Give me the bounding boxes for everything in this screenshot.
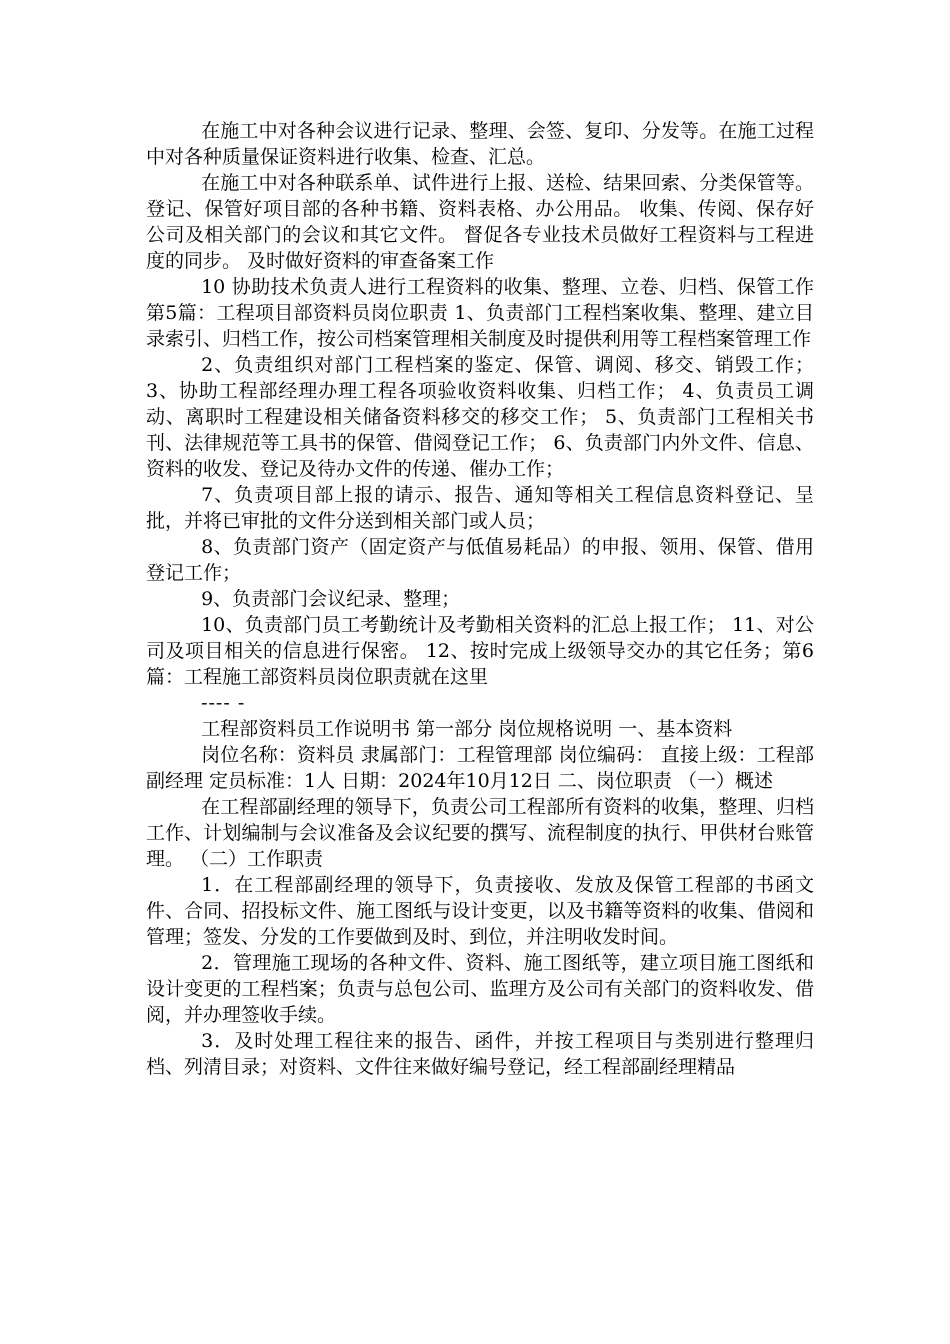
paragraph: 在工程部副经理的领导下，负责公司工程部所有资料的收集，整理、归档工作、计划编制与会议准备及会议纪要的撰写、流程制度的执行、甲供材台账管理。 （二）工作职责 (146, 796, 814, 870)
paragraph: 9、负责部门会议纪录、整理； (201, 588, 461, 610)
paragraph: 岗位名称：资料员 隶属部门：工程管理部 岗位编码： 直接上级：工程部副经理 定员标准：1人 日期：2024年10月12日 二、岗位职责 （一）概述 (146, 744, 814, 792)
paragraph: 10 协助技术负责人进行工程资料的收集、整理、立卷、归档、保管工作第5篇：工程项目部资料员岗位职责 1、负责部门工程档案收集、整理、建立目录索引、归档工作，按公司档案管理相关制度及时提供利用等工程档案管理工作 (146, 276, 814, 350)
document-page (146, 118, 814, 1080)
paragraph: 1．在工程部副经理的领导下，负责接收、发放及保管工程部的书函文件、合同、招投标文件、施工图纸与设计变更，以及书籍等资料的收集、借阅和管理；签发、分发的工作要做到及时、到位，并注明收发时间。 (146, 874, 814, 948)
paragraph: 8、负责部门资产（固定资产与低值易耗品）的申报、领用、保管、借用登记工作； (146, 536, 814, 584)
paragraph: 10、负责部门员工考勤统计及考勤相关资料的汇总上报工作； 11、对公司及项目相关的信息进行保密。 12、按时完成上级领导交办的其它任务；第6篇：工程施工部资料员岗位职责就在这里 (146, 614, 814, 688)
paragraph: 在施工中对各种会议进行记录、整理、会签、复印、分发等。在施工过程中对各种质量保证资料进行收集、检查、汇总。 (146, 120, 814, 168)
paragraph: 2．管理施工现场的各种文件、资料、施工图纸等，建立项目施工图纸和设计变更的工程档案；负责与总包公司、监理方及公司有关部门的资料收发、借阅，并办理签收手续。 (146, 952, 814, 1026)
paragraph: 2、负责组织对部门工程档案的鉴定、保管、调阅、移交、销毁工作； 3、协助工程部经理办理工程各项验收资料收集、归档工作； 4、负责员工调动、离职时工程建设相关储备资料移交的移交工作； 5、负责部门工程相关书刊、法律规范等工具书的保管、借阅登记工作； 6、负责部门内外文件、信息、资料的收发、登记及待办文件的传递、催办工作； (146, 354, 814, 480)
section-heading: 工程部资料员工作说明书 第一部分 岗位规格说明 一、基本资料 (201, 718, 733, 740)
paragraph: 3．及时处理工程往来的报告、函件，并按工程项目与类别进行整理归档、列清目录；对资料、文件往来做好编号登记，经工程部副经理精品 (146, 1030, 814, 1078)
paragraph: 在施工中对各种联系单、试件进行上报、送检、结果回索、分类保管等。 登记、保管好项目部的各种书籍、资料表格、办公用品。 收集、传阅、保存好公司及相关部门的会议和其它文件。 督促各专业技术员做好工程资料与工程进度的同步。 及时做好资料的审查备案工作 (146, 172, 814, 272)
paragraph: 7、负责项目部上报的请示、报告、通知等相关工程信息资料登记、呈批，并将已审批的文件分送到相关部门或人员； (146, 484, 814, 532)
separator-line: ---- - (201, 692, 246, 714)
